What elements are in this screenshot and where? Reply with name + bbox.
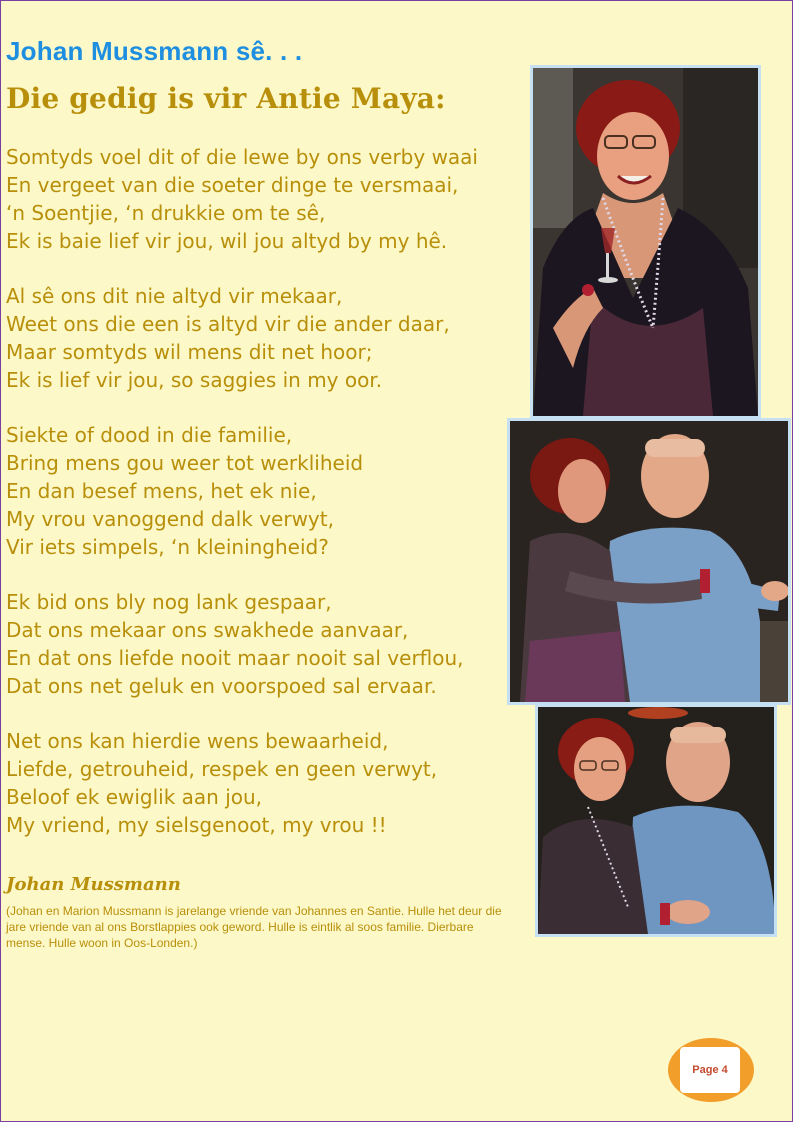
poem-line: Weet ons die een is altyd vir die ander daar, xyxy=(6,312,450,336)
poem-line: En dat ons liefde nooit maar nooit sal verflou, xyxy=(6,646,464,670)
poem-stanza xyxy=(6,588,506,700)
poem-line: En vergeet van die soeter dinge te versmaai, xyxy=(6,173,459,197)
poem-stanza xyxy=(6,421,506,561)
poem-line: Dat ons net geluk en voorspoed sal ervaar. xyxy=(6,674,437,698)
photo-dancing-illustration xyxy=(510,421,788,702)
poem-line: En dan besef mens, het ek nie, xyxy=(6,479,317,503)
poem-line: My vrou vanoggend dalk verwyt, xyxy=(6,507,334,531)
poem-stanza xyxy=(6,727,506,839)
poem-signature: Johan Mussmann xyxy=(6,874,181,895)
poem-line: ‘n Soentjie, ‘n drukkie om te sê, xyxy=(6,201,326,225)
poem-line: My vriend, my sielsgenoot, my vrou !! xyxy=(6,813,387,837)
photo-posing-illustration xyxy=(538,707,774,934)
page-number-label: Page 4 xyxy=(680,1047,740,1093)
poem-title: Die gedig is vir Antie Maya: xyxy=(6,82,446,115)
poem-body xyxy=(6,143,506,866)
poem-stanza xyxy=(6,282,506,394)
poem-stanza xyxy=(6,143,506,255)
poem-line: Al sê ons dit nie altyd vir mekaar, xyxy=(6,284,343,308)
poem-line: Net ons kan hierdie wens bewaarheid, xyxy=(6,729,389,753)
page-header: Johan Mussmann sê. . . xyxy=(6,36,303,66)
poem-line: Dat ons mekaar ons swakhede aanvaar, xyxy=(6,618,409,642)
poem-line: Siekte of dood in die familie, xyxy=(6,423,293,447)
author-note: (Johan en Marion Mussmann is jarelange vriende van Johannes en Santie. Hulle het deur die jare vriende van al ons Borstlappies ook geword. Hulle is eintlik al soos familie. Dierbare mense. Hulle woon in Oos-Londen.) xyxy=(6,904,502,950)
poem-line: Beloof ek ewiglik aan jou, xyxy=(6,785,263,809)
page-number-badge xyxy=(668,1038,754,1102)
poem-line: Vir iets simpels, ‘n kleiningheid? xyxy=(6,535,329,559)
poem-line: Liefde, getrouheid, respek en geen verwyt, xyxy=(6,757,438,781)
photo-woman-with-wine-glass xyxy=(530,65,761,419)
poem-line: Somtyds voel dit of die lewe by ons verby waai xyxy=(6,145,478,169)
poem-line: Ek is lief vir jou, so saggies in my oor. xyxy=(6,368,383,392)
photo-couple-dancing xyxy=(507,418,791,705)
poem-line: Ek is baie lief vir jou, wil jou altyd by my hê. xyxy=(6,229,448,253)
photo-woman-illustration xyxy=(533,68,758,416)
poem-line: Maar somtyds wil mens dit net hoor; xyxy=(6,340,373,364)
photo-couple-posing xyxy=(535,704,777,937)
poem-line: Bring mens gou weer tot werkliheid xyxy=(6,451,364,475)
poem-line: Ek bid ons bly nog lank gespaar, xyxy=(6,590,332,614)
